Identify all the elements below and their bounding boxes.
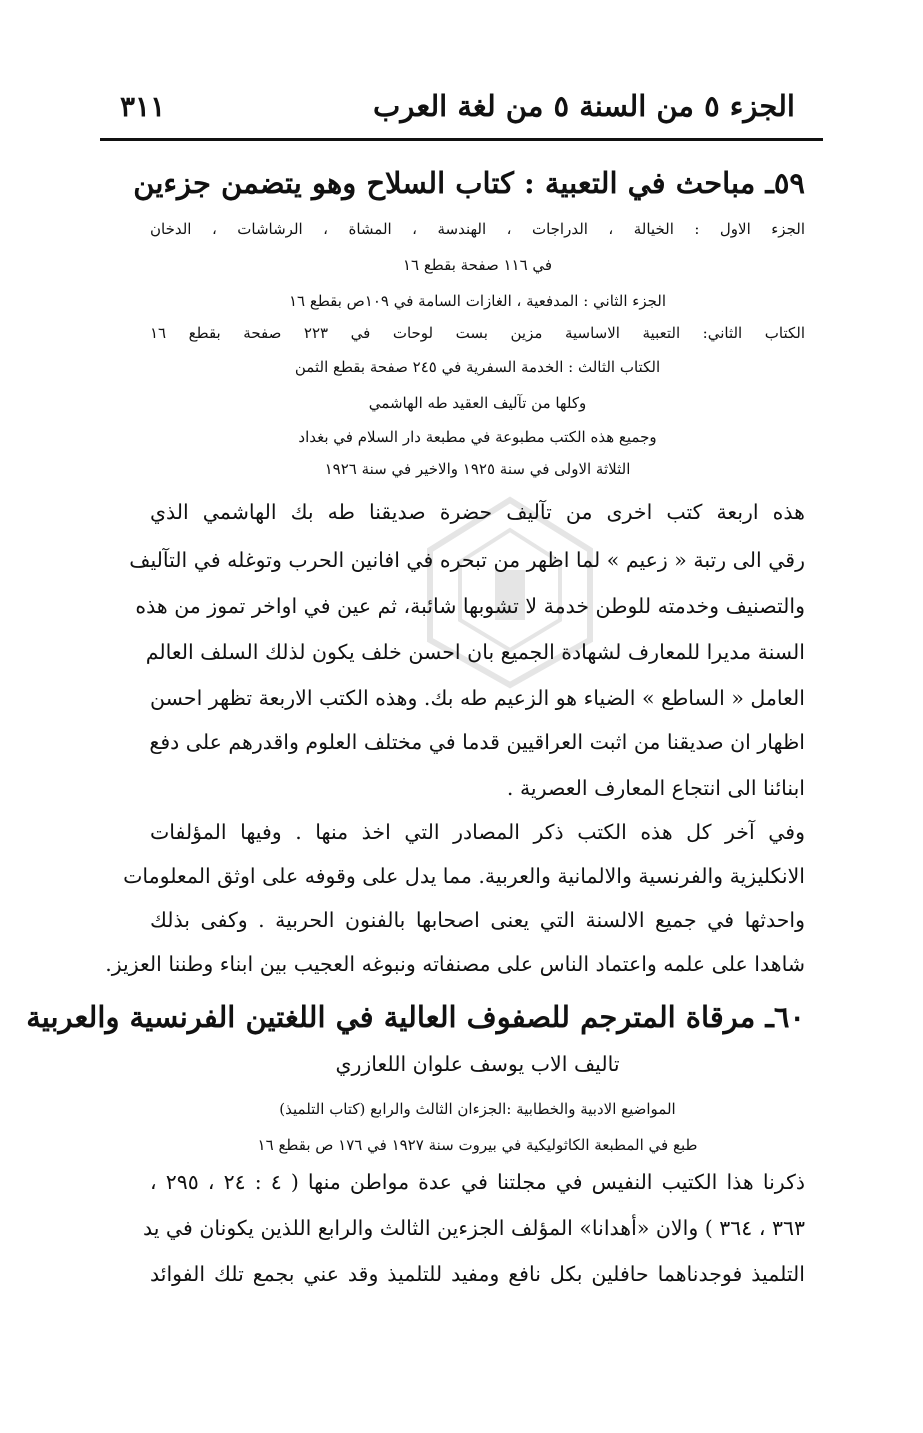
body-text-line: والتصنيف وخدمته للوطن خدمة لا تشوبها شائبة، ثم عين في اواخر تموز من هذه bbox=[135, 594, 805, 618]
entry-59-detail-line: في ١١٦ صفحة بقطع ١٦ bbox=[402, 256, 553, 274]
entry-59-detail-line: وجميع هذه الكتب مطبوعة في مطبعة دار السلام في بغداد bbox=[298, 428, 657, 446]
body-text-line: اظهار ان صديقنا من اثبت العراقيين قدما في مختلف العلوم واقدرهم على دفع bbox=[149, 730, 805, 754]
entry-59-detail-line: الثلاثة الاولى في سنة ١٩٢٥ والاخير في سنة ١٩٢٦ bbox=[324, 460, 631, 478]
entry-59-detail-line: الكتاب الثالث : الخدمة السفرية في ٢٤٥ صفحة بقطع الثمن bbox=[294, 358, 661, 376]
body-text-line: ٣٦٣ ، ٣٦٤ ) والان «أهدانا» المؤلف الجزءين الثالث والرابع اللذين يكونان في يد bbox=[142, 1216, 805, 1240]
entry-59-heading: ٥٩ـ مباحث في التعبية : كتاب السلاح وهو يتضمن جزءين bbox=[133, 166, 805, 200]
running-header-title: الجزء ٥ من السنة ٥ من لغة العرب bbox=[373, 89, 795, 123]
entry-60-detail-line: المواضيع الادبية والخطابية :الجزءان الثالث والرابع (كتاب التلميذ) bbox=[279, 1100, 676, 1118]
entry-59-detail-line: الجزء الثاني : المدفعية ، الغازات السامة في ١٠٩ص بقطع ١٦ bbox=[288, 292, 667, 310]
entry-60-author: تاليف الاب يوسف علوان اللعازري bbox=[335, 1052, 620, 1076]
body-text-line: شاهدا على علمه واعتماد الناس على مصنفاته ونبوغه العجيب بين ابناء وطننا العزيز. bbox=[105, 952, 805, 976]
body-text-line: واحدثها في جميع الالسنة التي يعنى اصحابها بالفنون الحربية . وكفى بذلك bbox=[150, 908, 805, 932]
entry-60-heading: ٦٠ـ مرقاة المترجم للصفوف العالية في اللغتين الفرنسية والعربية bbox=[26, 1000, 805, 1034]
body-text-line: الانكليزية والفرنسية والالمانية والعربية. مما يدل على وقوفه على اوثق المعلومات bbox=[123, 864, 805, 888]
body-text-line: رقي الى رتبة « زعيم » لما اظهر من تبحره في افانين الحرب وتوغله في التآليف bbox=[129, 548, 805, 572]
body-text-line: وفي آخر كل هذه الكتب ذكر المصادر التي اخذ منها . وفيها المؤلفات bbox=[150, 820, 805, 844]
entry-59-detail-line: الجزء الاول : الخيالة ، الدراجات ، الهندسة ، المشاة ، الرشاشات ، الدخان bbox=[150, 220, 805, 238]
body-text-line: ذكرنا هذا الكتيب النفيس في مجلتنا في عدة مواطن منها ( ٤ : ٢٤ ، ٢٩٥ ، bbox=[150, 1170, 805, 1194]
entry-59-detail-line: الكتاب الثاني: التعبية الاساسية مزين بست لوحات في ٢٢٣ صفحة بقطع ١٦ bbox=[150, 324, 806, 342]
entry-60-detail-line: طبع في المطبعة الكاثوليكية في بيروت سنة ١٩٢٧ في ١٧٦ ص بقطع ١٦ bbox=[257, 1136, 698, 1154]
body-text-line: ابنائنا الى انتجاع المعارف العصرية . bbox=[506, 776, 805, 800]
body-text-line: التلميذ فوجدناهما حافلين بكل نافع ومفيد للتلميذ وقد عني بجمع تلك الفوائد bbox=[150, 1262, 805, 1286]
page-number: ٣١١ bbox=[120, 89, 166, 123]
running-header bbox=[120, 84, 795, 128]
body-text-line: السنة مديرا للمعارف لشهادة الجميع بان احسن خلف يكون لذلك السلف العالم bbox=[145, 640, 805, 664]
body-text-line: هذه اربعة كتب اخرى من تآليف حضرة صديقنا طه بك الهاشمي الذي bbox=[150, 500, 805, 524]
entry-59-detail-line: وكلها من تآليف العقيد طه الهاشمي bbox=[368, 394, 587, 412]
body-text-line: العامل « الساطع » الضياء هو الزعيم طه بك. وهذه الكتب الاربعة تظهر احسن bbox=[150, 686, 805, 710]
header-rule bbox=[100, 138, 823, 141]
